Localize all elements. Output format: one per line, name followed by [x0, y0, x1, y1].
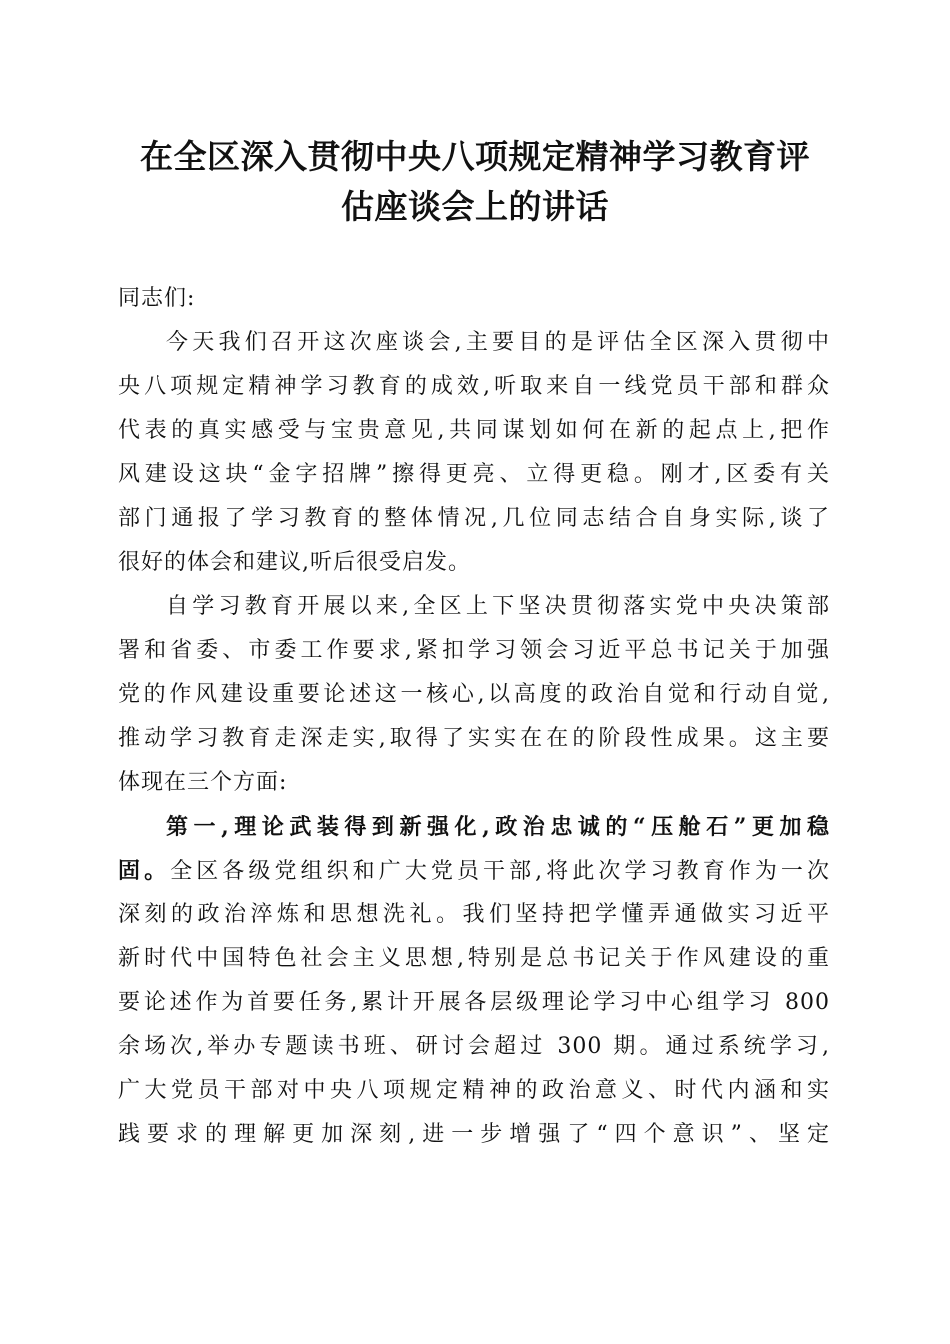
paragraph-line: 体现在三个方面:	[118, 770, 288, 795]
document-title	[100, 132, 850, 232]
paragraph-line: 新时代中国特色社会主义思想,特别是总书记关于作风建设的重	[118, 946, 830, 971]
paragraph-3	[118, 805, 830, 1157]
document-body	[118, 277, 830, 1157]
paragraph-line: 很好的体会和建议,听后很受启发。	[118, 550, 471, 575]
paragraph-line: 践要求的理解更加深刻,进一步增强了“四个意识”、坚定	[118, 1122, 830, 1147]
paragraph-line: 央八项规定精神学习教育的成效,听取来自一线党员干部和群众	[118, 374, 830, 399]
paragraph-line: 余场次,举办专题读书班、研讨会超过 300 期。通过系统学习,	[118, 1034, 830, 1059]
salutation: 同志们:	[118, 286, 196, 311]
paragraph-1	[118, 321, 830, 585]
paragraph-heading-end: 固。	[118, 858, 171, 884]
paragraph-line: 今天我们召开这次座谈会,主要目的是评估全区深入贯彻中	[166, 330, 830, 355]
paragraph-line: 要论述作为首要任务,累计开展各层级理论学习中心组学习 800	[118, 990, 830, 1015]
paragraph-line: 推动学习教育走深走实,取得了实实在在的阶段性成果。这主要	[118, 726, 830, 751]
paragraph-line: 广大党员干部对中央八项规定精神的政治意义、时代内涵和实	[118, 1078, 830, 1103]
paragraph-line-rest: 全区各级党组织和广大党员干部,将此次学习教育作为一次	[170, 859, 830, 884]
paragraph-line: 深刻的政治淬炼和思想洗礼。我们坚持把学懂弄通做实习近平	[118, 902, 830, 927]
paragraph-line: 党的作风建设重要论述这一核心,以高度的政治自觉和行动自觉,	[118, 682, 830, 707]
paragraph-line: 部门通报了学习教育的整体情况,几位同志结合自身实际,谈了	[118, 506, 830, 531]
paragraph-2	[118, 585, 830, 805]
paragraph-line: 风建设这块“金字招牌”擦得更亮、立得更稳。刚才,区委有关	[118, 462, 830, 487]
paragraph-line: 署和省委、市委工作要求,紧扣学习领会习近平总书记关于加强	[118, 638, 830, 663]
title-line-1: 在全区深入贯彻中央八项规定精神学习教育评	[140, 137, 810, 176]
paragraph-heading-line: 第一,理论武装得到新强化,政治忠诚的“压舱石”更加稳	[166, 814, 830, 840]
paragraph-line: 自学习教育开展以来,全区上下坚决贯彻落实党中央决策部	[166, 594, 830, 619]
paragraph-line	[118, 849, 830, 893]
title-line-2: 估座谈会上的讲话	[341, 187, 609, 226]
paragraph-line: 代表的真实感受与宝贵意见,共同谋划如何在新的起点上,把作	[118, 418, 830, 443]
